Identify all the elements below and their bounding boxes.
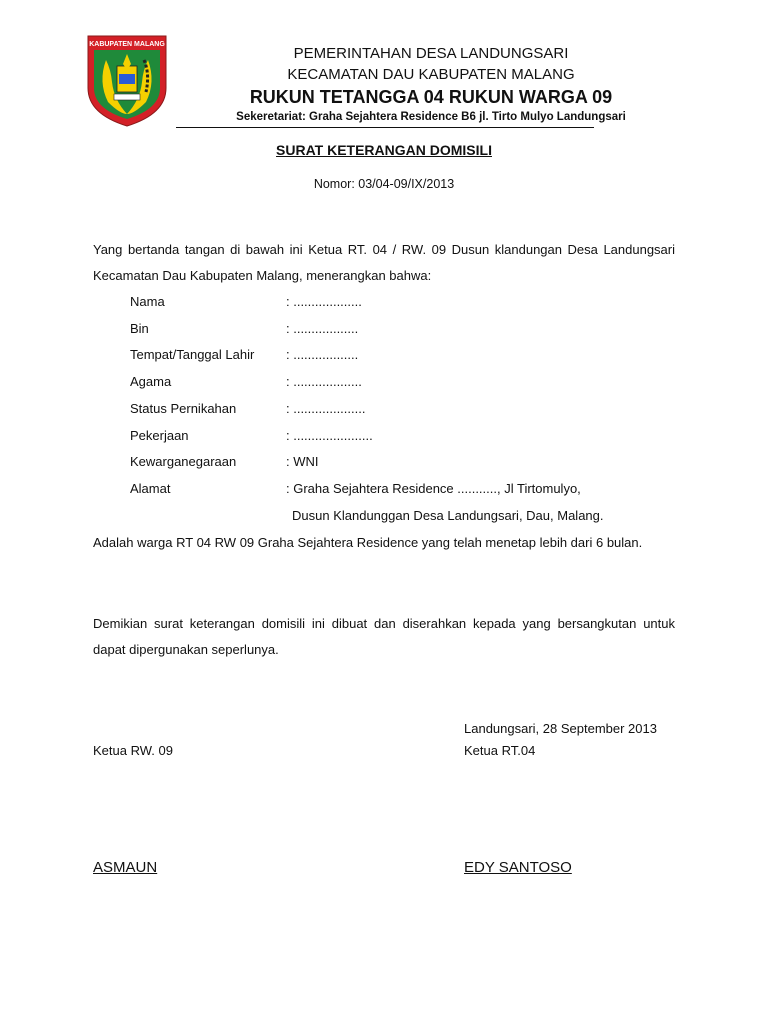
field-label: Tempat/Tanggal Lahir	[130, 347, 255, 362]
header-line-district: KECAMATAN DAU KABUPATEN MALANG	[287, 66, 575, 83]
field-value: : Graha Sejahtera Residence ..........., Jl Tirtomulyo,	[286, 481, 581, 496]
field-label: Pekerjaan	[130, 428, 189, 443]
left-signer-role: Ketua RW. 09	[93, 743, 173, 758]
closing-paragraph: Demikian surat keterangan domisili ini dibuat dan diserahkan kepada yang bersangkutan untuk dapat dipergunakan seperlunya.	[93, 616, 675, 657]
document-title-text: SURAT KETERANGAN DOMISILI	[276, 142, 492, 158]
address-line-2: Dusun Klandunggan Desa Landungsari, Dau, Malang.	[292, 508, 604, 523]
field-label: Status Pernikahan	[130, 401, 237, 416]
field-row	[130, 454, 319, 469]
field-label: Alamat	[130, 481, 171, 496]
field-row	[130, 481, 581, 496]
residence-paragraph: Adalah warga RT 04 RW 09 Graha Sejahtera Residence yang telah menetap lebih dari 6 bulan.	[93, 535, 643, 550]
header-divider	[176, 127, 594, 128]
right-signer-name: EDY SANTOSO	[464, 859, 572, 876]
right-signer-role: Ketua RT.04	[464, 743, 536, 758]
field-value: : ...................	[286, 374, 362, 389]
field-row	[130, 374, 362, 389]
field-value: : ..................	[286, 321, 359, 336]
header-line-government: PEMERINTAHAN DESA LANDUNGSARI	[293, 45, 569, 62]
header-line-rt-rw: RUKUN TETANGGA 04 RUKUN WARGA 09	[249, 87, 613, 107]
field-label: Bin	[130, 321, 149, 336]
kabupaten-malang-logo	[84, 30, 170, 128]
left-signer-name: ASMAUN	[93, 859, 158, 876]
field-value: : ...................	[286, 294, 362, 309]
field-value: : ....................	[286, 401, 366, 416]
intro-paragraph: Yang bertanda tangan di bawah ini Ketua RT. 04 / RW. 09 Dusun klandungan Desa Landungsari Kecamatan Dau Kabupaten Malang, menerangkan bahwa:	[93, 242, 675, 283]
field-label: Nama	[130, 294, 165, 309]
field-row	[130, 321, 358, 336]
field-value: : WNI	[286, 454, 319, 469]
document-number: Nomor: 03/04-09/IX/2013	[313, 177, 455, 191]
field-label: Kewarganegaraan	[130, 454, 237, 469]
logo-text: KABUPATEN MALANG	[89, 41, 165, 48]
document-title	[0, 142, 768, 158]
field-value: : ..................	[286, 347, 359, 362]
field-row	[130, 428, 373, 443]
header-line-secretariat: Sekeretariat: Graha Sejahtera Residence B6 jl. Tirto Mulyo Landungsari	[236, 111, 626, 123]
field-row	[130, 294, 362, 309]
place-date: Landungsari, 28 September 2013	[464, 721, 657, 736]
field-label: Agama	[130, 374, 172, 389]
field-value: : ......................	[286, 428, 373, 443]
field-row	[130, 401, 365, 416]
field-row	[130, 347, 358, 362]
